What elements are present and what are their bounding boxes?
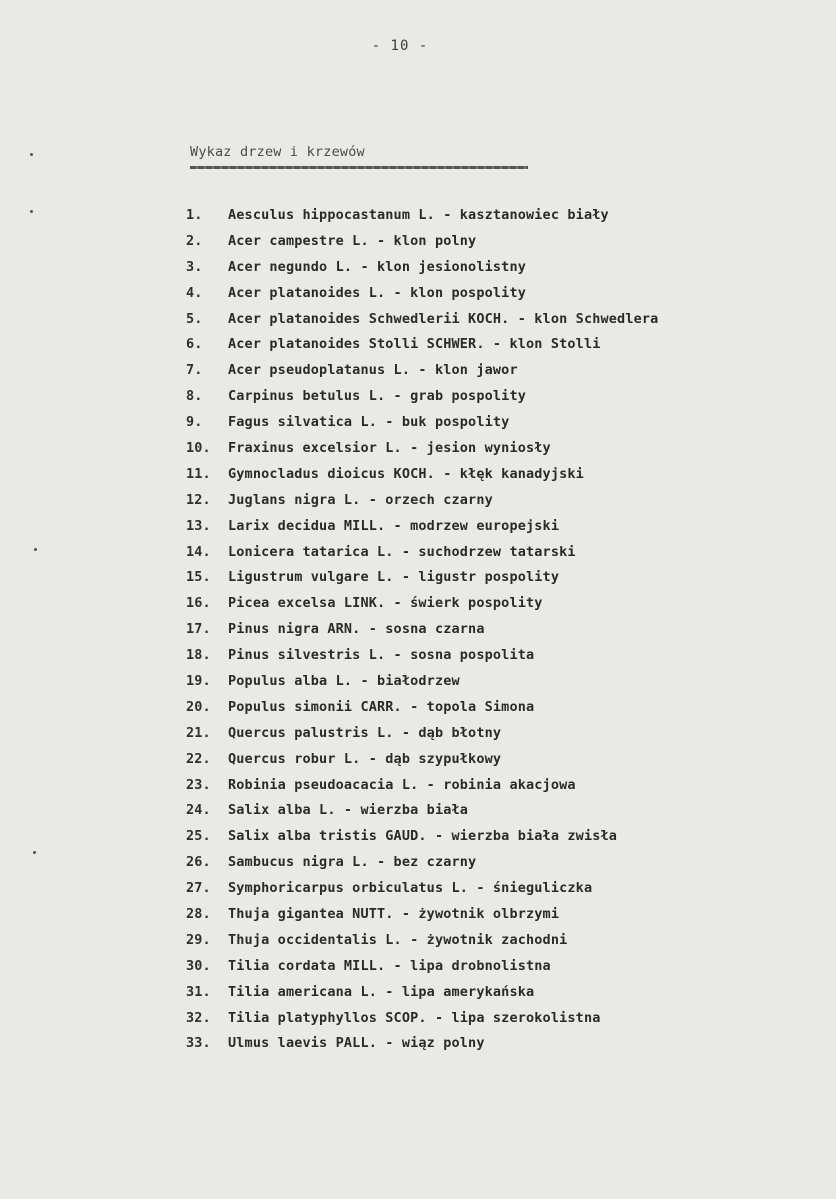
species-number: 7. <box>186 362 203 379</box>
species-number: 5. <box>186 310 203 327</box>
species-name: Fagus silvatica L. - buk pospolity <box>228 414 510 431</box>
species-name: Ligustrum vulgare L. - ligustr pospolity <box>228 569 560 586</box>
species-name: Acer negundo L. - klon jesionolistny <box>228 258 526 275</box>
species-number: 33. <box>186 1035 211 1052</box>
species-number: 18. <box>186 647 211 664</box>
species-name: Gymnocladus dioicus KOCH. - kłęk kanadyjski <box>228 465 584 482</box>
species-list-item <box>186 875 658 901</box>
species-number: 24. <box>186 802 211 819</box>
species-name: Tilia platyphyllos SCOP. - lipa szerokolistna <box>228 1009 601 1026</box>
species-list-item <box>186 849 658 875</box>
species-number: 10. <box>186 439 211 456</box>
species-number: 23. <box>186 776 211 793</box>
species-list-item <box>186 746 658 772</box>
species-list-item <box>186 901 658 927</box>
species-name: Tilia cordata MILL. - lipa drobnolistna <box>228 957 551 974</box>
species-name: Larix decidua MILL. - modrzew europejski <box>228 517 560 534</box>
species-number: 14. <box>186 543 211 560</box>
species-list-item <box>186 383 658 409</box>
species-name: Populus alba L. - białodrzew <box>228 672 460 689</box>
species-number: 12. <box>186 491 211 508</box>
species-number: 2. <box>186 232 203 249</box>
species-name: Pinus silvestris L. - sosna pospolita <box>228 647 535 664</box>
species-list-item <box>186 616 658 642</box>
species-name: Sambucus nigra L. - bez czarny <box>228 854 477 871</box>
species-list-item <box>186 357 658 383</box>
species-list-item <box>186 694 658 720</box>
species-name: Populus simonii CARR. - topola Simona <box>228 698 535 715</box>
species-number: 31. <box>186 983 211 1000</box>
species-number: 20. <box>186 698 211 715</box>
species-name: Lonicera tatarica L. - suchodrzew tatarski <box>228 543 576 560</box>
species-number: 19. <box>186 672 211 689</box>
species-name: Robinia pseudoacacia L. - robinia akacjowa <box>228 776 576 793</box>
species-name: Picea excelsa LINK. - świerk pospolity <box>228 595 543 612</box>
species-number: 25. <box>186 828 211 845</box>
species-list-item <box>186 487 658 513</box>
species-number: 4. <box>186 284 203 301</box>
species-number: 26. <box>186 854 211 871</box>
species-list <box>186 202 658 1056</box>
species-number: 16. <box>186 595 211 612</box>
species-number: 3. <box>186 258 203 275</box>
species-name: Quercus robur L. - dąb szypułkowy <box>228 750 502 767</box>
page-number: - 10 - <box>371 38 429 54</box>
species-number: 27. <box>186 880 211 897</box>
species-list-item <box>186 461 658 487</box>
species-list-item <box>186 539 658 565</box>
species-name: Fraxinus excelsior L. - jesion wyniosły <box>228 439 551 456</box>
species-name: Carpinus betulus L. - grab pospolity <box>228 388 526 405</box>
species-name: Thuja occidentalis L. - żywotnik zachodni <box>228 931 568 948</box>
species-name: Salix alba tristis GAUD. - wierzba biała zwisła <box>228 828 618 845</box>
species-name: Tilia americana L. - lipa amerykańska <box>228 983 535 1000</box>
species-name: Juglans nigra L. - orzech czarny <box>228 491 493 508</box>
species-name: Acer platanoides Stolli SCHWER. - klon Stolli <box>228 336 601 353</box>
species-name: Acer campestre L. - klon polny <box>228 232 477 249</box>
species-number: 1. <box>186 206 203 223</box>
species-name: Thuja gigantea NUTT. - żywotnik olbrzymi <box>228 905 560 922</box>
species-list-item <box>186 409 658 435</box>
species-name: Symphoricarpus orbiculatus L. - śnieguliczka <box>228 880 593 897</box>
species-list-item <box>186 280 658 306</box>
species-number: 22. <box>186 750 211 767</box>
species-list-item <box>186 979 658 1005</box>
margin-dot <box>34 548 37 551</box>
species-list-item <box>186 1005 658 1031</box>
species-list-item <box>186 797 658 823</box>
species-number: 17. <box>186 621 211 638</box>
species-name: Acer platanoides L. - klon pospolity <box>228 284 526 301</box>
species-list-item <box>186 435 658 461</box>
species-list-item <box>186 953 658 979</box>
species-name: Acer pseudoplatanus L. - klon jawor <box>228 362 518 379</box>
species-list-item <box>186 668 658 694</box>
species-number: 28. <box>186 905 211 922</box>
species-number: 9. <box>186 414 203 431</box>
page-heading: Wykaz drzew i krzewów <box>190 144 365 160</box>
margin-dot <box>30 153 33 156</box>
species-number: 11. <box>186 465 211 482</box>
species-name: Quercus palustris L. - dąb błotny <box>228 724 502 741</box>
species-number: 13. <box>186 517 211 534</box>
species-list-item <box>186 642 658 668</box>
species-list-item <box>186 590 658 616</box>
species-list-item <box>186 254 658 280</box>
species-name: Pinus nigra ARN. - sosna czarna <box>228 621 485 638</box>
species-name: Ulmus laevis PALL. - wiąz polny <box>228 1035 485 1052</box>
species-list-item <box>186 306 658 332</box>
species-list-item <box>186 720 658 746</box>
species-list-item <box>186 202 658 228</box>
species-list-item <box>186 1031 658 1057</box>
species-list-item <box>186 927 658 953</box>
species-number: 6. <box>186 336 203 353</box>
species-number: 15. <box>186 569 211 586</box>
species-number: 30. <box>186 957 211 974</box>
margin-dot <box>33 851 36 854</box>
species-name: Salix alba L. - wierzba biała <box>228 802 469 819</box>
species-name: Aesculus hippocastanum L. - kasztanowiec biały <box>228 206 609 223</box>
margin-dot <box>30 210 33 213</box>
species-list-item <box>186 331 658 357</box>
species-number: 8. <box>186 388 203 405</box>
species-number: 32. <box>186 1009 211 1026</box>
species-number: 29. <box>186 931 211 948</box>
species-list-item <box>186 772 658 798</box>
species-list-item <box>186 513 658 539</box>
species-list-item <box>186 564 658 590</box>
heading-underline <box>190 166 528 169</box>
species-number: 21. <box>186 724 211 741</box>
species-list-item <box>186 823 658 849</box>
species-list-item <box>186 228 658 254</box>
species-name: Acer platanoides Schwedlerii KOCH. - klon Schwedlera <box>228 310 659 327</box>
